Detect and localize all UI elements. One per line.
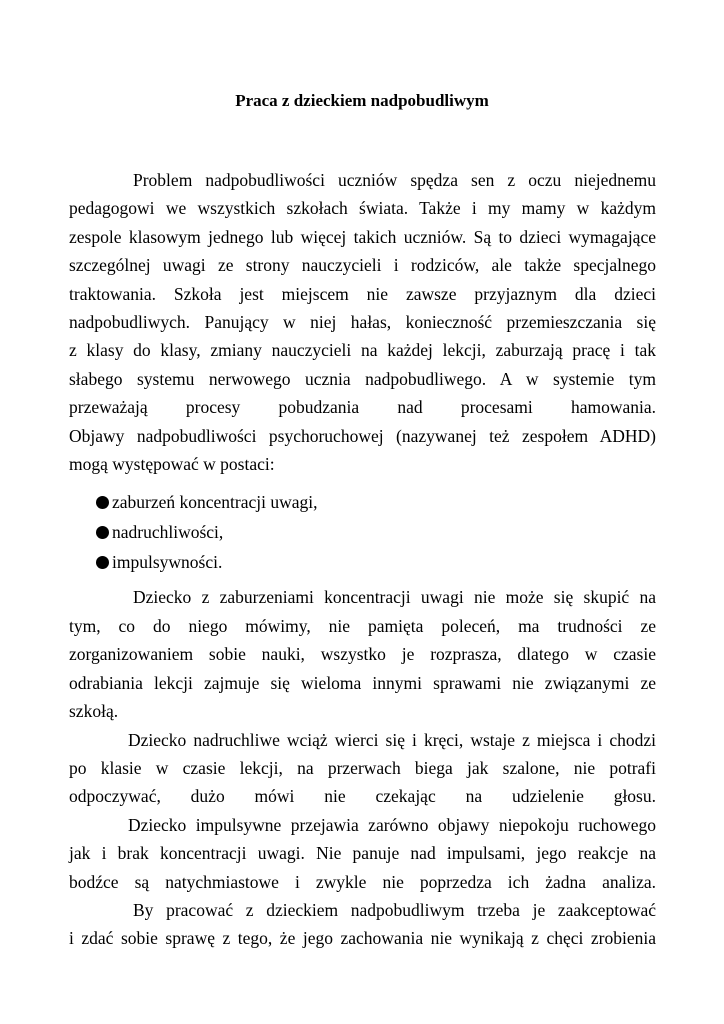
text-line: zespole klasowym jednego lub więcej takich uczniów. Są to dzieci wymagające <box>69 226 656 247</box>
text-line: przeważają procesy pobudzania nad procesami hamowania. <box>69 397 656 418</box>
text-line: zorganizowaniem sobie nauki, wszystko je rozprasza, dlatego w czasie <box>69 644 656 665</box>
text-line: po klasie w czasie lekcji, na przerwach biega jak szalone, nie potrafi <box>69 757 656 778</box>
text-line: i zdać sobie sprawę z tego, że jego zachowania nie wynikają z chęci zrobienia <box>69 928 656 949</box>
text-line: Dziecko nadruchliwe wciąż wierci się i kręci, wstaje z miejsca i chodzi <box>128 729 656 750</box>
text-line: traktowania. Szkoła jest miejscem nie zawsze przyjaznym dla dzieci <box>69 283 656 304</box>
text-line: szkołą. <box>69 701 119 722</box>
text-line: odrabiania lekcji zajmuje się wieloma innymi sprawami nie związanymi ze <box>69 672 656 693</box>
text-line: odpoczywać, dużo mówi nie czekając na udzielenie głosu. <box>69 786 656 807</box>
text-line: pedagogowi we wszystkich szkołach świata. Także i my mamy w każdym <box>69 198 656 219</box>
document-title: Praca z dzieckiem nadpobudliwym <box>235 91 489 110</box>
text-line: szczególnej uwagi ze strony nauczycieli i rodziców, ale także specjalnego <box>69 255 656 276</box>
symptom-list <box>69 487 656 577</box>
list-item-label: zaburzeń koncentracji uwagi, <box>112 492 318 513</box>
list-item-label: impulsywności. <box>112 552 223 573</box>
text-line: nadpobudliwych. Panujący w niej hałas, konieczność przemieszczania się <box>69 312 656 333</box>
paragraph-problem <box>69 166 656 478</box>
text-line: jak i brak koncentracji uwagi. Nie panuje nad impulsami, jego reakcje na <box>69 843 656 864</box>
text-line: Dziecko impulsywne przejawia zarówno objawy niepokoju ruchowego <box>128 814 656 835</box>
paragraph-acceptance <box>69 896 656 953</box>
list-item <box>96 517 656 547</box>
text-line: Objawy nadpobudliwości psychoruchowej (nazywanej też zespołem ADHD) <box>69 425 656 446</box>
text-line: z klasy do klasy, zmiany nauczycieli na każdej lekcji, zaburzają pracę i tak <box>69 340 656 361</box>
paragraph-hyperactivity <box>69 726 656 811</box>
text-line: bodźce są natychmiastowe i zwykle nie poprzedza ich żadna analiza. <box>69 871 656 892</box>
bullet-icon <box>96 556 109 569</box>
document-body <box>69 166 656 953</box>
text-line: tym, co do niego mówimy, nie pamięta poleceń, ma trudności ze <box>69 615 656 636</box>
list-item-label: nadruchliwości, <box>112 522 224 543</box>
paragraph-impulsivity <box>69 811 656 896</box>
list-item <box>96 547 656 577</box>
list-item <box>96 487 656 517</box>
text-line: mogą występować w postaci: <box>69 454 275 475</box>
bullet-icon <box>96 526 109 539</box>
text-line: słabego systemu nerwowego ucznia nadpobudliwego. A w systemie tym <box>69 368 656 389</box>
bullet-icon <box>96 496 109 509</box>
paragraph-attention <box>69 583 656 725</box>
text-line: By pracować z dzieckiem nadpobudliwym trzeba je zaakceptować <box>133 899 656 920</box>
text-line: Dziecko z zaburzeniami koncentracji uwagi nie może się skupić na <box>133 587 656 608</box>
text-line: Problem nadpobudliwości uczniów spędza sen z oczu niejednemu <box>133 170 656 190</box>
